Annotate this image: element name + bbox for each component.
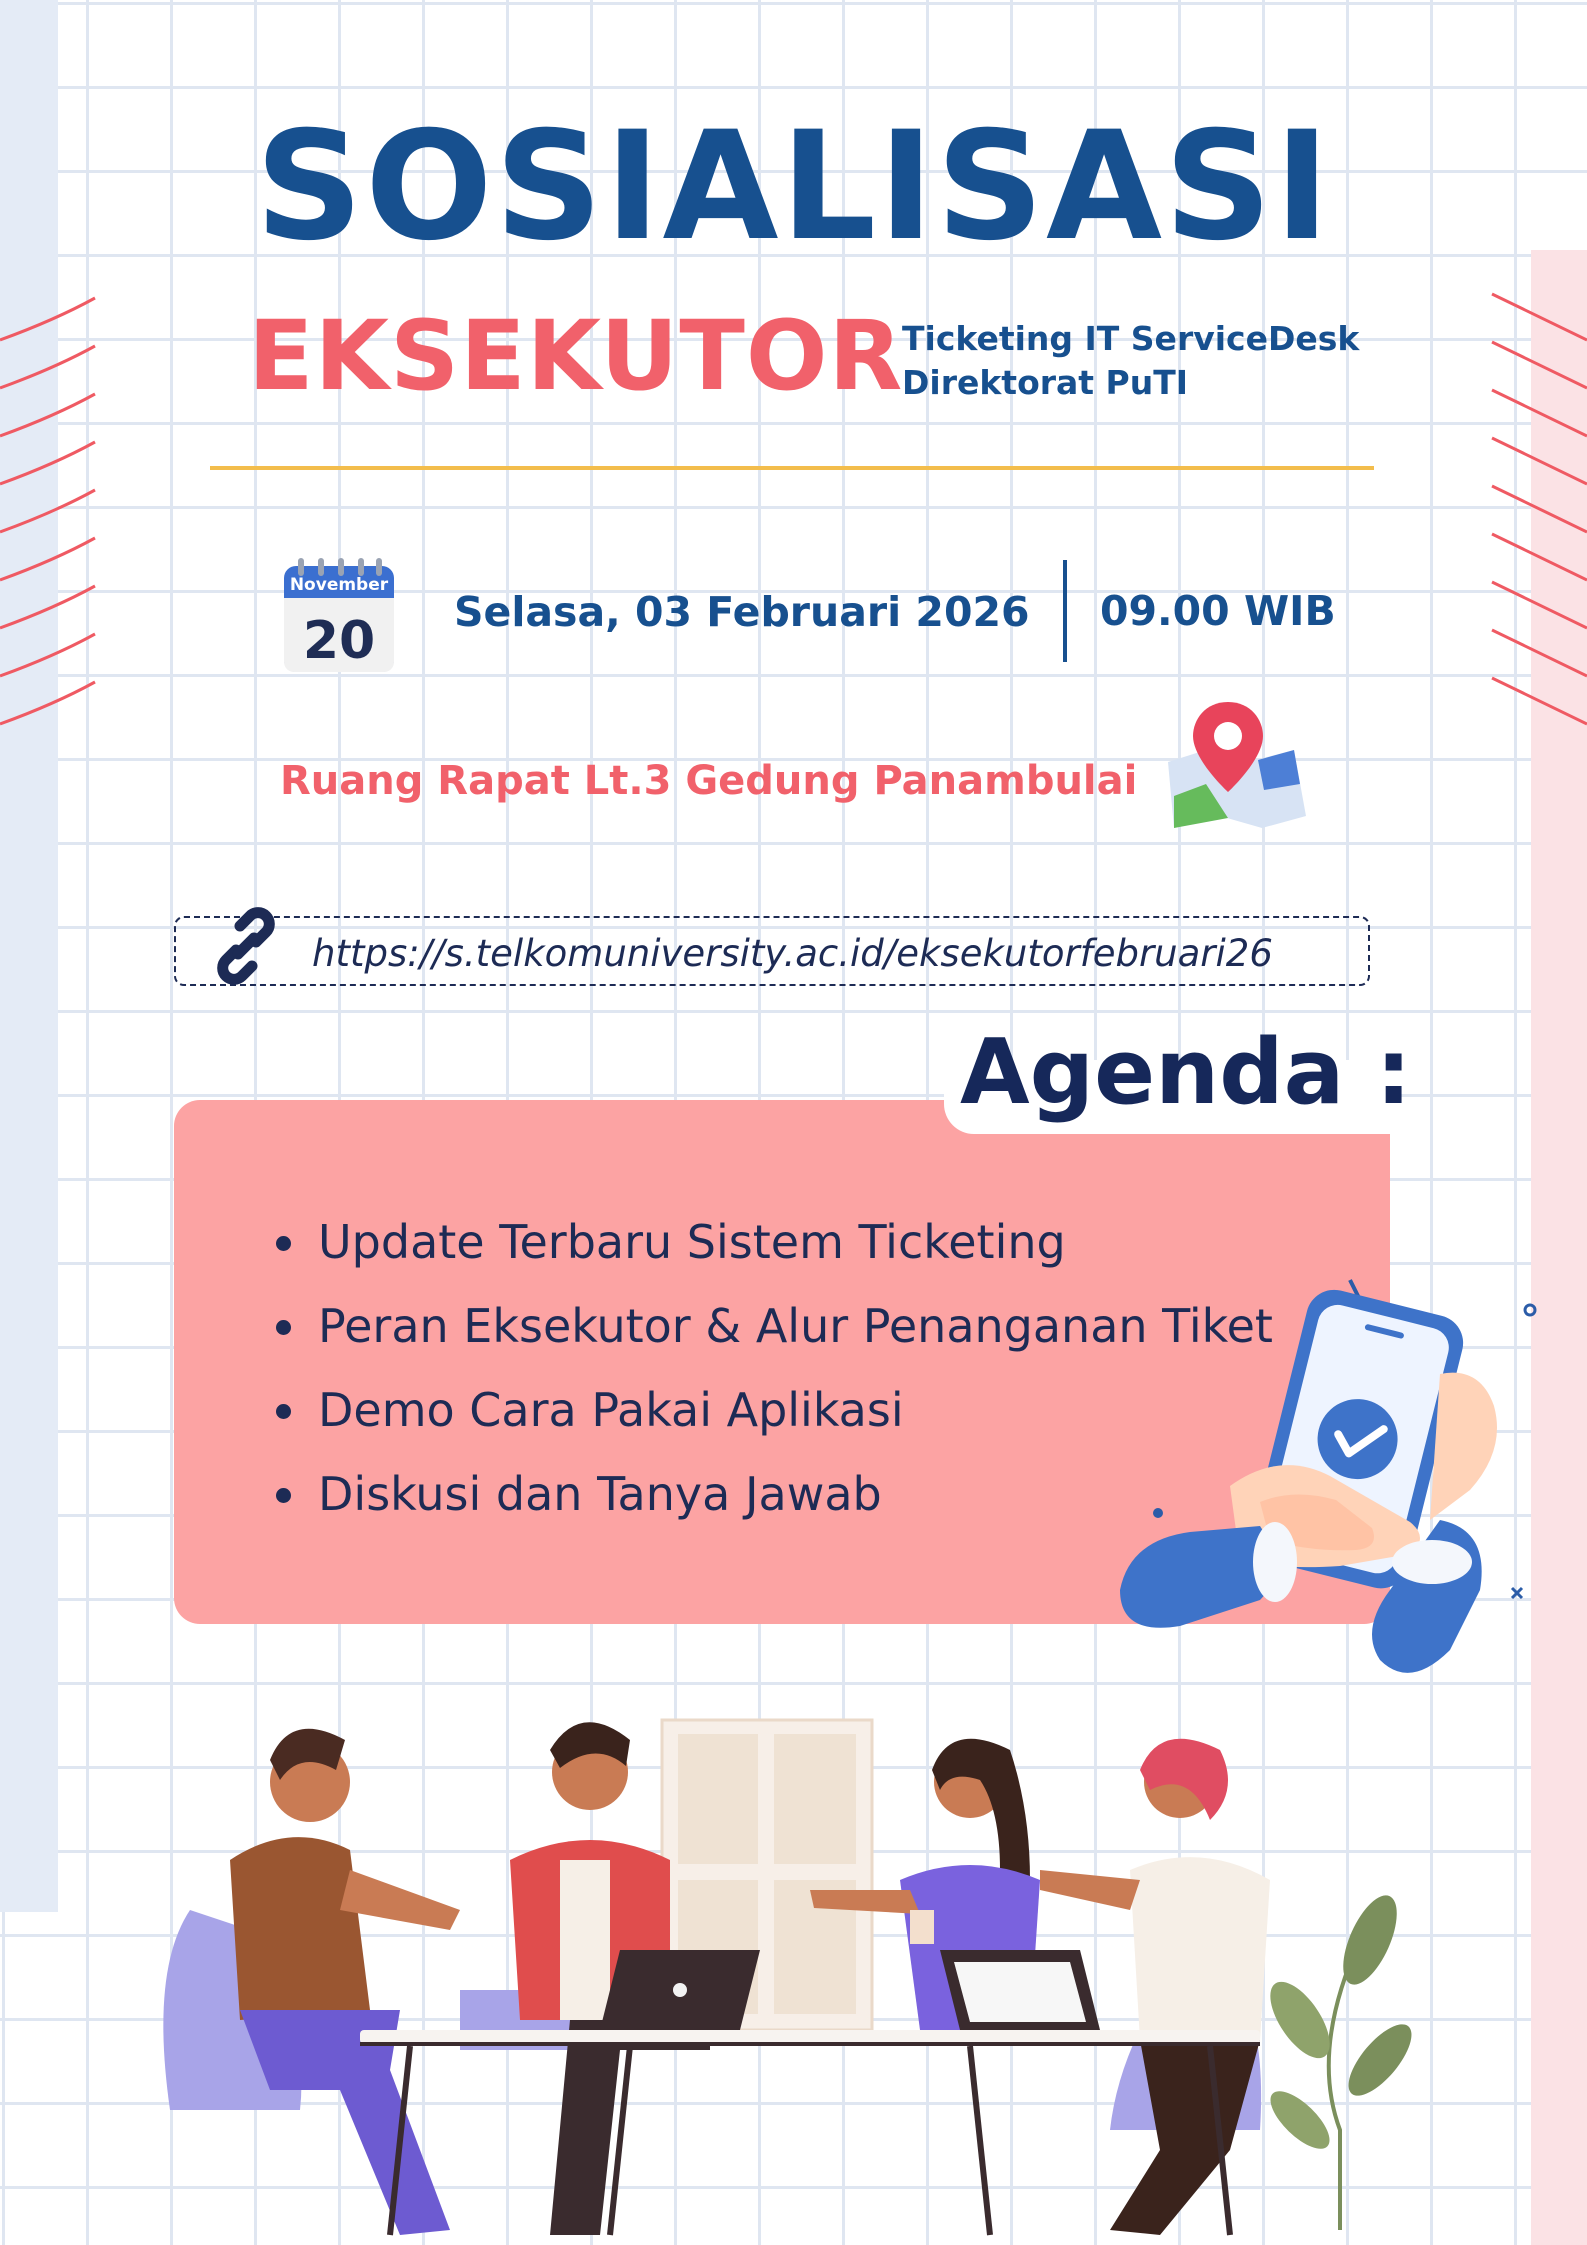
left-arcs-decoration	[0, 280, 110, 760]
event-date: Selasa, 03 Februari 2026	[454, 588, 1030, 636]
agenda-item: Peran Eksekutor & Alur Penanganan Tiket	[270, 1284, 1273, 1368]
calendar-day: 20	[302, 611, 376, 671]
link-icon	[206, 906, 286, 986]
title-divider	[210, 466, 1374, 470]
date-time-divider	[1063, 560, 1067, 662]
subtitle-line-2: Direktorat PuTI	[902, 363, 1189, 402]
team-meeting-illustration	[150, 1710, 1450, 2245]
poster-title: SOSIALISASI	[255, 100, 1332, 274]
subtitle-line-1: Ticketing IT ServiceDesk	[902, 319, 1360, 358]
agenda-item: Diskusi dan Tanya Jawab	[270, 1452, 1273, 1536]
right-arcs-decoration	[1487, 280, 1587, 780]
calendar-icon	[280, 554, 398, 676]
agenda-item: Demo Cara Pakai Aplikasi	[270, 1368, 1273, 1452]
registration-link[interactable]: https://s.telkomuniversity.ac.id/eksekutorfebruari26	[312, 932, 1273, 975]
event-time: 09.00 WIB	[1100, 587, 1336, 635]
map-pin-icon	[1158, 700, 1308, 830]
agenda-title: Agenda :	[960, 1020, 1412, 1125]
phone-check-icon	[1110, 1270, 1560, 1710]
poster-subtitle-main: EKSEKUTOR	[248, 300, 904, 412]
calendar-month: November	[289, 575, 389, 595]
agenda-item: Update Terbaru Sistem Ticketing	[270, 1200, 1273, 1284]
event-location: Ruang Rapat Lt.3 Gedung Panambulai	[280, 758, 1138, 804]
